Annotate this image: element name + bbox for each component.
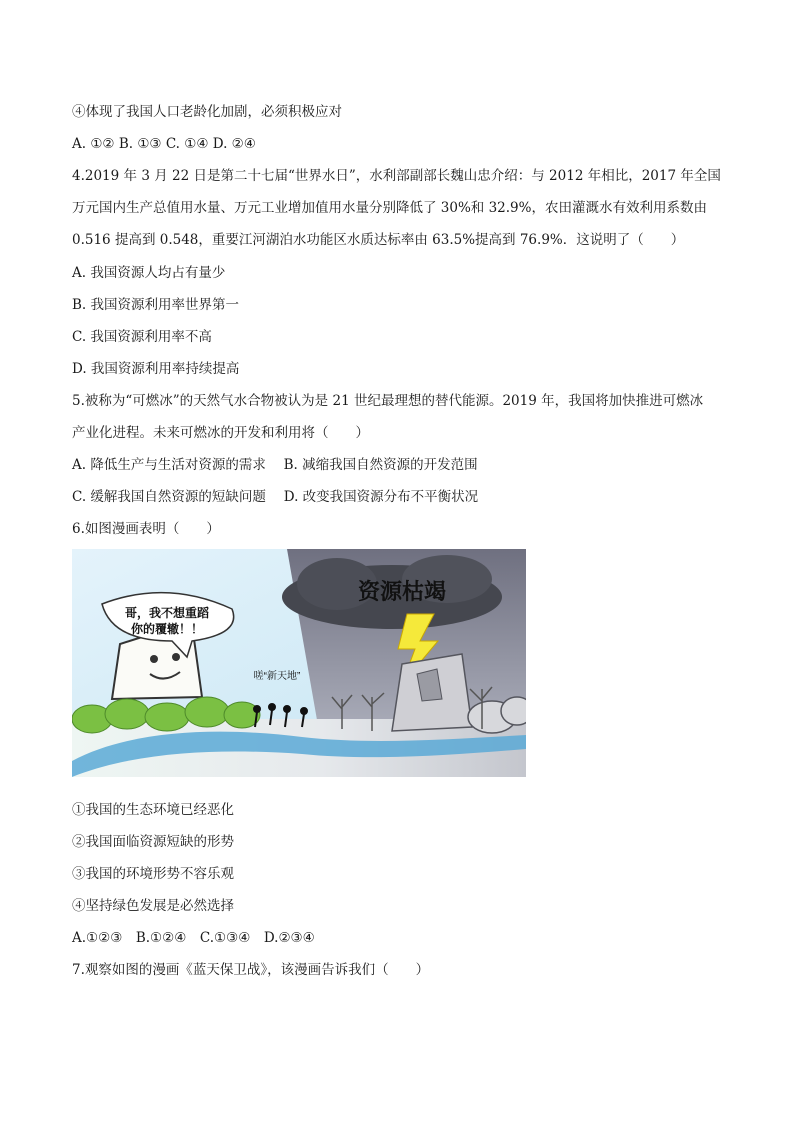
q6-item-2: ②我国面临资源短缺的形势 <box>72 834 234 850</box>
q4-stem-line-3: 0.516 提高到 0.548，重要江河湖泊水功能区水质达标率由 63.5%提高到 76.9%．这说明了（ ） <box>72 232 685 248</box>
q4-option-c: C. 我国资源利用率不高 <box>72 329 212 345</box>
q5-options-cd: C. 缓解我国自然资源的短缺问题 D. 改变我国资源分布不平衡状况 <box>72 489 479 505</box>
factory-speech-line-1: 哥，我不想重蹈 <box>124 606 210 620</box>
q5-stem-line-1: 5.被称为“可燃冰”的天然气水合物被认为是 21 世纪最理想的替代能源。2019 年，我国将加快推进可燃冰 <box>72 393 704 409</box>
q5-stem-line-2: 产业化进程。未来可燃冰的开发和利用将（ ） <box>72 425 369 441</box>
q4-stem-line-2: 万元国内生产总值用水量、万元工业增加值用水量分别降低了 30%和 32.9%，农田灌溉水有效利用系数由 <box>72 200 707 216</box>
q3-answer-choices: A. ①② B. ①③ C. ①④ D. ②④ <box>72 136 256 152</box>
q6-cartoon-image <box>72 549 526 777</box>
q3-option-4: ④体现了我国人口老龄化加剧，必须积极应对 <box>72 104 342 120</box>
q6-item-3: ③我国的环境形势不容乐观 <box>72 866 234 882</box>
cloud-label: 资源枯竭 <box>357 579 447 604</box>
q6-stem: 6.如图漫画表明（ ） <box>72 521 220 537</box>
factory-speech-line-2: 你的覆辙！！ <box>130 622 204 636</box>
q4-option-a: A. 我国资源人均占有量少 <box>72 265 226 281</box>
q6-item-4: ④坚持绿色发展是必然选择 <box>72 898 234 914</box>
q4-option-d: D. 我国资源利用率持续提高 <box>72 361 240 377</box>
q6-answer-choices: A.①②③ B.①②④ C.①③④ D.②③④ <box>72 930 315 946</box>
q4-stem-line-1: 4.2019 年 3 月 22 日是第二十七届“世界水日”，水利部副部长魏山忠介绍：与 2012 年相比，2017 年全国 <box>72 168 721 184</box>
q5-options-ab: A. 降低生产与生活对资源的需求 B. 减缩我国自然资源的开发范围 <box>72 457 478 473</box>
people-speech: 嗟“新天地” <box>253 671 301 682</box>
q7-stem: 7.观察如图的漫画《蓝天保卫战》，该漫画告诉我们（ ） <box>72 962 430 978</box>
q4-option-b: B. 我国资源利用率世界第一 <box>72 297 240 313</box>
q6-item-1: ①我国的生态环境已经恶化 <box>72 802 234 818</box>
